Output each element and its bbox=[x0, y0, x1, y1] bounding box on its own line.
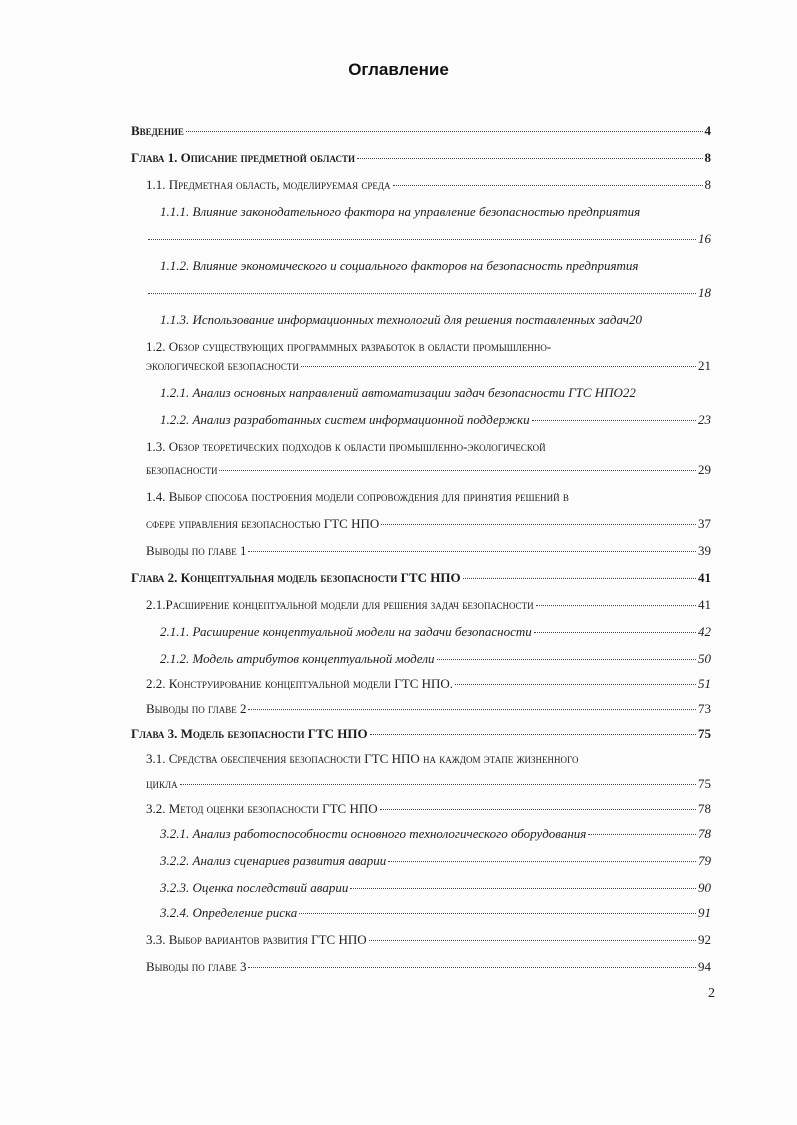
dot-leader bbox=[301, 366, 696, 367]
toc-entry-page: 8 bbox=[704, 177, 711, 192]
dot-leader bbox=[148, 239, 696, 240]
dot-leader bbox=[380, 809, 696, 810]
toc-entry-text: 2.2. Конструирование концептуальной модели ГТС НПО. bbox=[146, 676, 454, 691]
toc-entry-text: Выводы по главе 3 bbox=[146, 959, 247, 974]
toc-entry[interactable] bbox=[146, 516, 711, 534]
toc-entry[interactable] bbox=[160, 880, 711, 898]
dot-leader bbox=[219, 470, 696, 471]
toc-entry-text: 2.1.2. Модель атрибутов концептуальной модели bbox=[160, 651, 435, 666]
dot-leader bbox=[588, 834, 696, 835]
toc-entry[interactable] bbox=[160, 826, 711, 844]
toc-entry[interactable] bbox=[146, 959, 711, 977]
dot-leader bbox=[357, 158, 702, 159]
toc-entry-text: 1.1.3. Использование информационных технологий для решения поставленных задач bbox=[160, 312, 630, 327]
toc-entry-text: экологической безопасности bbox=[146, 358, 299, 373]
dot-leader bbox=[437, 659, 696, 660]
toc-entry-page: 79 bbox=[698, 853, 711, 868]
toc-entry-page: 4 bbox=[704, 123, 711, 138]
toc-entry-page: 29 bbox=[698, 462, 711, 477]
dot-leader bbox=[299, 913, 696, 914]
toc-entry-text: Выводы по главе 1 bbox=[146, 543, 247, 558]
dot-leader bbox=[248, 709, 696, 710]
toc-entry-page: 94 bbox=[698, 959, 711, 974]
page-title: Оглавление bbox=[348, 60, 449, 79]
toc-entry-page: 51 bbox=[698, 676, 711, 691]
toc-entry-text: безопасности bbox=[146, 462, 218, 477]
toc-entry[interactable] bbox=[146, 231, 711, 249]
dot-leader bbox=[388, 861, 696, 862]
toc-entry[interactable] bbox=[146, 462, 711, 480]
toc-entry[interactable] bbox=[160, 624, 711, 642]
toc-entry-text: сфере управления безопасностью ГТС НПО bbox=[146, 516, 380, 531]
toc-entry[interactable] bbox=[160, 853, 711, 871]
toc-entry[interactable] bbox=[146, 358, 711, 376]
dot-leader bbox=[536, 605, 696, 606]
toc-entry-page: 42 bbox=[698, 624, 711, 639]
toc-entry[interactable] bbox=[160, 412, 711, 430]
toc-entry-page: 20 bbox=[629, 312, 643, 327]
toc-entry-page: 39 bbox=[698, 543, 711, 558]
toc-entry-page: 8 bbox=[704, 150, 711, 165]
toc-entry-text: Введение bbox=[131, 123, 184, 138]
toc-entry[interactable] bbox=[146, 776, 711, 794]
dot-leader bbox=[370, 734, 696, 735]
dot-leader bbox=[532, 420, 696, 421]
toc-entry-text: 1.2.1. Анализ основных направлений автоматизации задач безопасности ГТС НПО bbox=[160, 385, 623, 400]
toc-entry-page: 23 bbox=[698, 412, 711, 427]
toc-entry-page: 21 bbox=[698, 358, 711, 373]
toc-entry-page: 75 bbox=[698, 776, 711, 791]
toc-entry-text: 3.2.2. Анализ сценариев развития аварии bbox=[160, 853, 387, 868]
toc-entry-page: 78 bbox=[698, 801, 711, 816]
dot-leader bbox=[248, 967, 696, 968]
toc-entry-page: 41 bbox=[698, 570, 711, 585]
toc-entry-text[interactable]: 1.2. Обзор существующих программных разработок в области промышленно- bbox=[146, 339, 552, 354]
dot-leader bbox=[455, 684, 696, 685]
toc-entry-page: 37 bbox=[698, 516, 711, 531]
toc-entry[interactable] bbox=[146, 597, 711, 615]
dot-leader bbox=[369, 940, 696, 941]
dot-leader bbox=[186, 131, 703, 132]
toc-entry-text: Глава 3. Модель безопасности ГТС НПО bbox=[131, 726, 368, 741]
toc-entry-text: 3.3. Выбор вариантов развития ГТС НПО bbox=[146, 932, 367, 947]
toc-entry-text: 2.1.Расширение концептуальной модели для решения задач безопасности bbox=[146, 597, 534, 612]
toc-entry-page: 41 bbox=[698, 597, 711, 612]
toc-entry[interactable] bbox=[160, 905, 711, 923]
toc-entry[interactable] bbox=[146, 676, 711, 694]
toc-entry-text: 3.2.1. Анализ работоспособности основного технологического оборудования bbox=[160, 826, 587, 841]
toc-entry[interactable] bbox=[146, 543, 711, 561]
toc-entry-page: 91 bbox=[698, 905, 711, 920]
dot-leader bbox=[148, 293, 696, 294]
toc-entry[interactable] bbox=[160, 385, 716, 403]
toc-entry[interactable] bbox=[131, 570, 711, 588]
toc-entry[interactable] bbox=[131, 123, 711, 141]
toc-entry-text: Глава 2. Концептуальная модель безопасности ГТС НПО bbox=[131, 570, 461, 585]
toc-entry-text: Выводы по главе 2 bbox=[146, 701, 247, 716]
toc-entry-text: 1.2.2. Анализ разработанных систем информационной поддержки bbox=[160, 412, 530, 427]
dot-leader bbox=[393, 185, 703, 186]
dot-leader bbox=[248, 551, 696, 552]
toc-entry-text: 1.1. Предметная область, моделируемая среда bbox=[146, 177, 391, 192]
toc-entry[interactable] bbox=[146, 177, 711, 195]
toc-entry-text[interactable]: 1.3. Обзор теоретических подходов к области промышленно-экологической bbox=[146, 439, 546, 454]
dot-leader bbox=[534, 632, 696, 633]
toc-entry[interactable] bbox=[131, 726, 711, 744]
toc-entry-text: 3.2.3. Оценка последствий аварии bbox=[160, 880, 349, 895]
toc-entry[interactable] bbox=[146, 932, 711, 950]
toc-entry-page: 92 bbox=[698, 932, 711, 947]
toc-entry-page: 75 bbox=[698, 726, 711, 741]
dot-leader bbox=[381, 524, 696, 525]
toc-entry-page: 50 bbox=[698, 651, 711, 666]
toc-entry-text[interactable]: 3.1. Средства обеспечения безопасности ГТС НПО на каждом этапе жизненного bbox=[146, 751, 579, 766]
toc-entry-page: 16 bbox=[698, 231, 711, 246]
toc-entry-text[interactable]: 1.1.2. Влияние экономического и социального факторов на безопасность предприятия bbox=[160, 258, 639, 273]
dot-leader bbox=[180, 784, 696, 785]
toc-entry-page: 90 bbox=[698, 880, 711, 895]
toc-entry-page: 22 bbox=[622, 385, 636, 400]
page-number: 2 bbox=[708, 986, 715, 1001]
toc-entry-text: 3.2.4. Определение риска bbox=[160, 905, 298, 920]
dot-leader bbox=[350, 888, 696, 889]
toc-entry-text: 3.2. Метод оценки безопасности ГТС НПО bbox=[146, 801, 378, 816]
toc-entry-text: 2.1.1. Расширение концептуальной модели на задачи безопасности bbox=[160, 624, 532, 639]
dot-leader bbox=[463, 578, 696, 579]
toc-entry-text: Глава 1. Описание предметной области bbox=[131, 150, 356, 165]
toc-entry[interactable] bbox=[131, 150, 711, 168]
toc-entry-text[interactable]: 1.1.1. Влияние законодательного фактора на управление безопасностью предприятия bbox=[160, 204, 641, 219]
toc-entry[interactable] bbox=[160, 312, 716, 330]
toc-entry-page: 18 bbox=[698, 285, 711, 300]
toc-entry[interactable] bbox=[146, 285, 711, 303]
toc-entry[interactable] bbox=[146, 801, 711, 819]
toc-entry[interactable] bbox=[146, 701, 711, 719]
toc-entry-page: 78 bbox=[698, 826, 711, 841]
toc-entry-page: 73 bbox=[698, 701, 711, 716]
toc-entry-text: цикла bbox=[146, 776, 178, 791]
toc-entry[interactable] bbox=[160, 651, 711, 669]
toc-entry-text[interactable]: 1.4. Выбор способа построения модели сопровождения для принятия решений в bbox=[146, 489, 569, 504]
